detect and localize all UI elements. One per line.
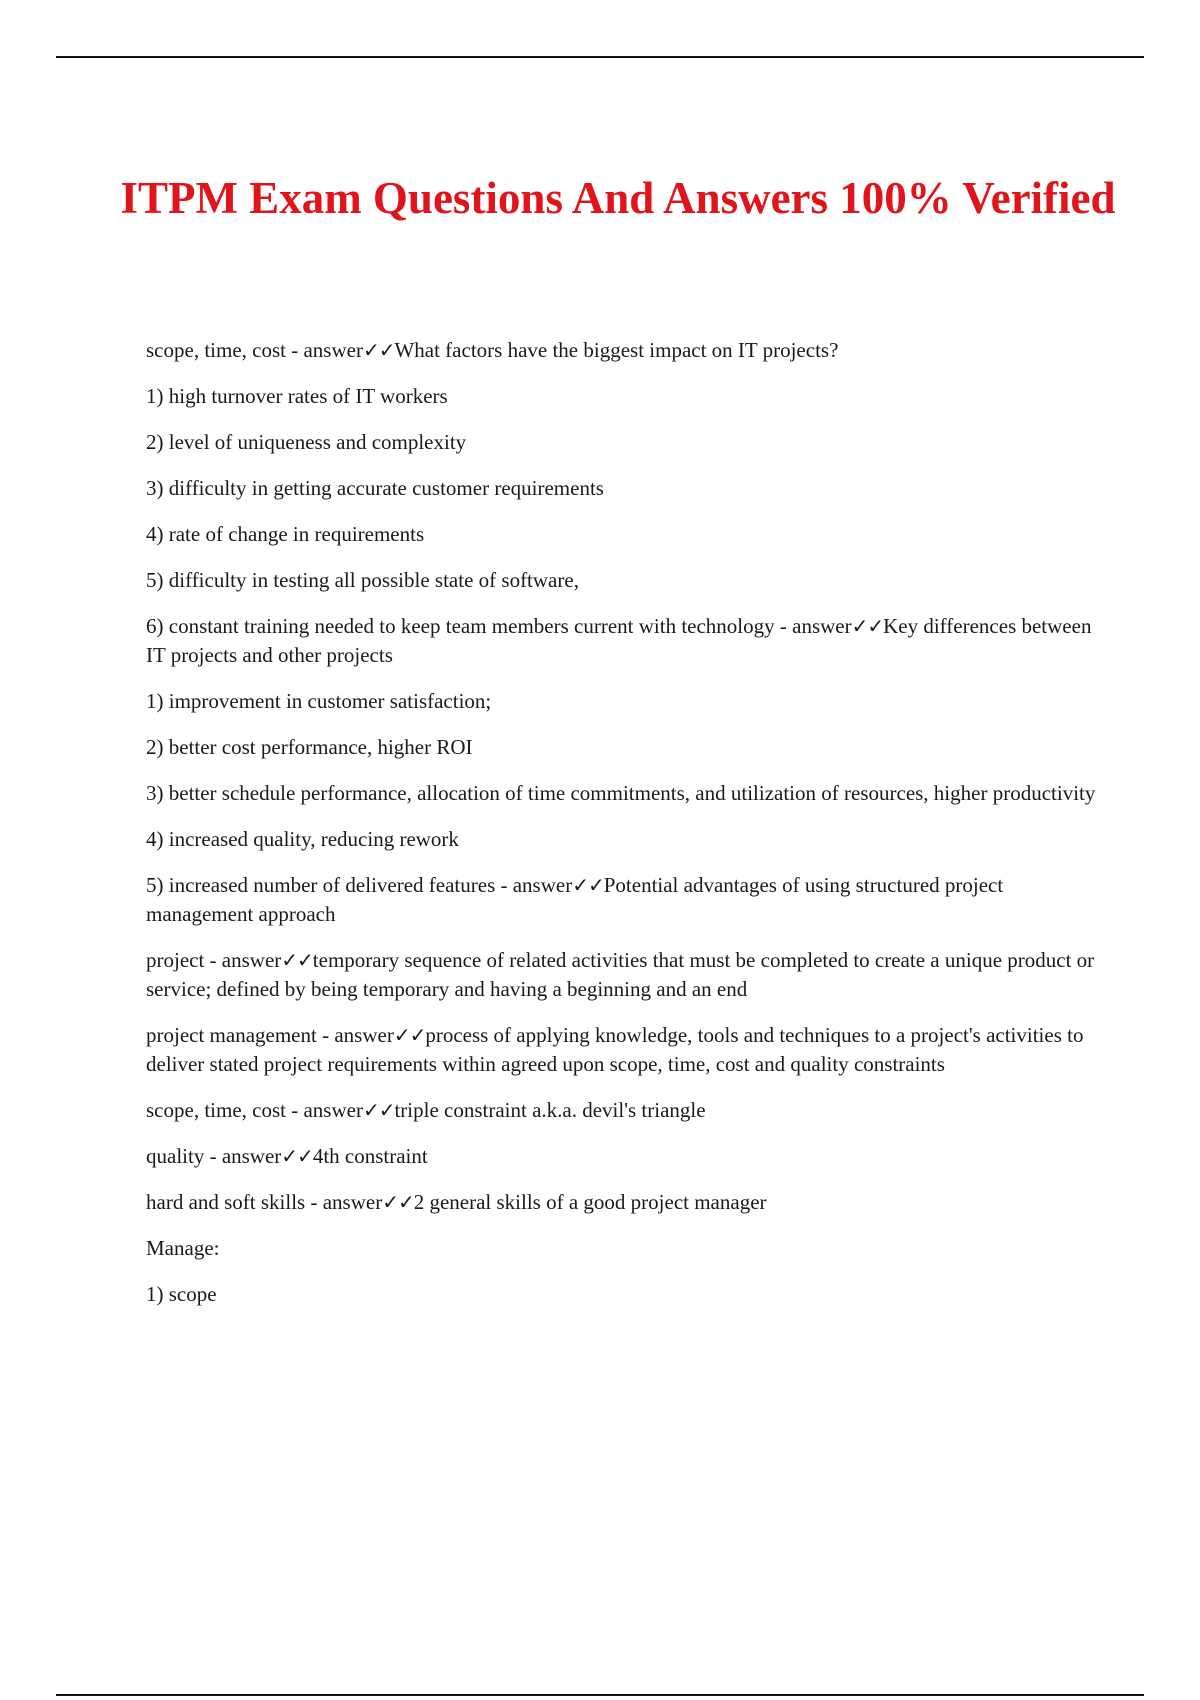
answer-text: 6) constant training needed to keep team members current with technology - answer [146,614,852,638]
document-body [146,336,1096,1326]
answer-text: hard and soft skills - answer [146,1190,383,1214]
list-item: 1) high turnover rates of IT workers [146,384,448,408]
qa-item [146,1188,1096,1217]
double-check-icon: ✓✓ [281,948,313,972]
question-text: 2 general skills of a good project manager [413,1190,767,1214]
list-item: 4) rate of change in requirements [146,522,425,546]
double-check-icon: ✓✓ [851,614,884,638]
double-check-icon: ✓✓ [281,1144,313,1168]
question-text: What factors have the biggest impact on IT projects? [394,338,839,362]
list-item: 3) better schedule performance, allocation of time commitments, and utilization of resources, higher productivity [146,781,1096,805]
question-text: Potential advantages of using structured project management approach [146,873,1004,926]
question-text: 4th constraint [312,1144,428,1168]
question-text: Key differences between IT projects and other projects [146,614,1092,667]
list-item: 1) scope [146,1282,217,1306]
list-item: 4) increased quality, reducing rework [146,827,459,851]
answer-text: quality - answer [146,1144,282,1168]
list-item: 3) difficulty in getting accurate customer requirements [146,476,604,500]
qa-item [146,946,1096,1004]
answer-text: 5) increased number of delivered features - answer [146,873,573,897]
double-check-icon: ✓✓ [362,338,395,362]
list-item: 5) difficulty in testing all possible state of software, [146,568,579,592]
answer-text: scope, time, cost - answer [146,338,363,362]
qa-item [146,871,1096,929]
qa-item [146,1021,1096,1079]
top-rule [56,56,1144,58]
answer-text: project - answer [146,948,282,972]
answer-text: project management - answer [146,1023,394,1047]
question-text: triple constraint a.k.a. devil's triangle [394,1098,706,1122]
answer-text: scope, time, cost - answer [146,1098,363,1122]
qa-item [146,1142,1096,1171]
document-title: ITPM Exam Questions And Answers 100% Verified [120,173,1116,223]
question-text: process of applying knowledge, tools and techniques to a project's activities to deliver stated project requirements within agreed upon scope, time, cost and quality constraints [146,1023,1084,1076]
question-text: temporary sequence of related activities that must be completed to create a unique product or service; defined by being temporary and having a beginning and an end [146,948,1095,1001]
list-item: 2) better cost performance, higher ROI [146,735,473,759]
list-item: 1) improvement in customer satisfaction; [146,689,492,713]
qa-item [146,1096,1096,1125]
list-item: Manage: [146,1236,220,1260]
bottom-rule [56,1694,1144,1696]
qa-item [146,612,1096,670]
double-check-icon: ✓✓ [572,873,604,897]
double-check-icon: ✓✓ [393,1023,426,1047]
list-item: 2) level of uniqueness and complexity [146,430,467,454]
double-check-icon: ✓✓ [382,1190,414,1214]
double-check-icon: ✓✓ [362,1098,395,1122]
qa-item [146,336,1096,365]
